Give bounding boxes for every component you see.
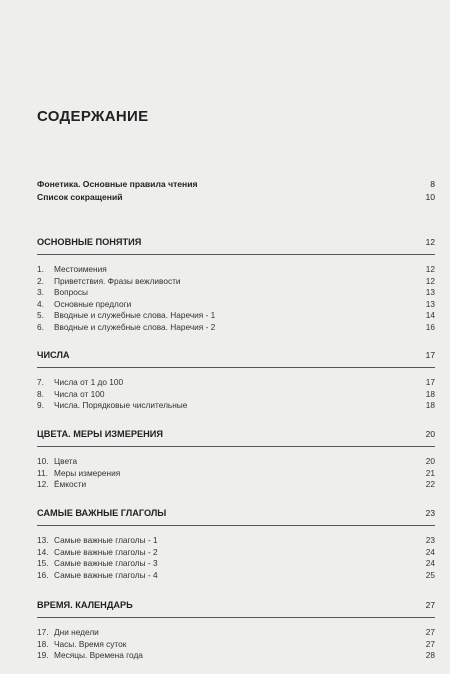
item-label: Меры измерения — [54, 467, 121, 478]
section-heading[interactable] — [37, 350, 435, 360]
item-page: 13 — [425, 298, 435, 309]
item-page: 25 — [425, 569, 435, 580]
item-number: 7. — [37, 377, 44, 387]
item-number: 11. — [37, 467, 48, 478]
item-page: 23 — [425, 535, 435, 545]
toc-item[interactable] — [37, 310, 435, 322]
toc-item[interactable] — [37, 535, 435, 547]
section-title: ВРЕМЯ. КАЛЕНДАРЬ — [37, 600, 133, 610]
item-label: Самые важные глаголы - 1 — [54, 535, 158, 545]
toc-item[interactable] — [37, 639, 435, 651]
intro-item-page: 8 — [430, 179, 435, 189]
section-divider — [37, 254, 435, 255]
item-label: Вводные и служебные слова. Наречия - 1 — [54, 310, 216, 321]
item-page: 16 — [425, 321, 435, 332]
item-label: Цвета — [54, 456, 78, 466]
section-heading[interactable] — [37, 429, 435, 439]
item-page: 18 — [425, 388, 435, 399]
toc-item[interactable] — [37, 479, 435, 491]
toc-item[interactable] — [37, 558, 435, 570]
section-divider — [37, 525, 435, 526]
intro-item-label: Фонетика. Основные правила чтения — [37, 179, 198, 189]
item-page: 18 — [425, 400, 435, 411]
item-number: 19. — [37, 650, 49, 661]
item-number: 6. — [37, 321, 44, 332]
toc-section — [37, 429, 435, 491]
item-label: Вводные и служебные слова. Наречия - 2 — [54, 321, 216, 332]
item-label: Числа. Порядковые числительные — [54, 400, 188, 411]
section-page: 20 — [425, 429, 435, 439]
item-number: 10. — [37, 456, 49, 466]
section-heading[interactable] — [37, 600, 435, 610]
section-page: 17 — [425, 350, 435, 360]
item-page: 24 — [425, 558, 435, 569]
item-page: 13 — [425, 287, 435, 298]
intro-item-page: 10 — [425, 192, 435, 202]
item-number: 18. — [37, 638, 49, 649]
section-heading[interactable] — [37, 237, 435, 247]
toc-item[interactable] — [37, 570, 435, 582]
toc-section — [37, 600, 435, 662]
item-number: 16. — [37, 569, 49, 580]
item-number: 2. — [37, 275, 44, 286]
intro-item[interactable] — [37, 192, 435, 205]
section-divider — [37, 617, 435, 618]
item-number: 5. — [37, 310, 44, 321]
toc-item[interactable] — [37, 322, 435, 334]
item-page: 22 — [425, 479, 435, 490]
item-label: Числа от 1 до 100 — [54, 377, 124, 387]
item-label: Числа от 100 — [54, 388, 105, 399]
toc-item[interactable] — [37, 287, 435, 299]
section-title: ОСНОВНЫЕ ПОНЯТИЯ — [37, 237, 142, 247]
toc-section — [37, 508, 435, 581]
toc-item[interactable] — [37, 400, 435, 412]
section-page: 12 — [425, 237, 435, 247]
toc-item[interactable] — [37, 456, 435, 468]
toc-section — [37, 350, 435, 412]
toc-section — [37, 237, 435, 334]
item-number: 1. — [37, 264, 44, 274]
item-label: Местоимения — [54, 264, 107, 274]
item-page: 17 — [425, 377, 435, 387]
section-divider — [37, 367, 435, 368]
toc-item[interactable] — [37, 650, 435, 662]
item-label: Месяцы. Времена года — [54, 650, 143, 661]
section-page: 27 — [425, 600, 435, 610]
item-number: 13. — [37, 535, 49, 545]
item-label: Дни недели — [54, 627, 99, 637]
item-number: 8. — [37, 388, 44, 399]
section-heading[interactable] — [37, 508, 435, 518]
item-label: Самые важные глаголы - 2 — [54, 546, 158, 557]
item-label: Основные предлоги — [54, 298, 132, 309]
item-number: 12. — [37, 479, 49, 490]
item-page: 27 — [425, 627, 435, 637]
intro-item[interactable] — [37, 179, 435, 192]
toc-item[interactable] — [37, 276, 435, 288]
item-page: 12 — [425, 275, 435, 286]
intro-list — [37, 179, 435, 205]
item-label: Самые важные глаголы - 4 — [54, 569, 158, 580]
item-label: Вопросы — [54, 287, 88, 298]
item-page: 14 — [425, 310, 435, 321]
section-title: САМЫЕ ВАЖНЫЕ ГЛАГОЛЫ — [37, 508, 167, 518]
toc-item[interactable] — [37, 264, 435, 276]
item-number: 14. — [37, 546, 49, 557]
section-title: ЧИСЛА — [37, 350, 70, 360]
intro-item-label: Список сокращений — [37, 192, 123, 202]
item-label: Часы. Время суток — [54, 638, 127, 649]
item-number: 3. — [37, 287, 44, 298]
toc-item[interactable] — [37, 547, 435, 559]
item-number: 4. — [37, 298, 44, 309]
item-page: 21 — [425, 467, 435, 478]
section-divider — [37, 446, 435, 447]
section-page: 23 — [425, 508, 435, 518]
section-title: ЦВЕТА. МЕРЫ ИЗМЕРЕНИЯ — [37, 429, 163, 439]
item-label: Ёмкости — [54, 479, 87, 490]
item-page: 12 — [425, 264, 435, 274]
item-page: 28 — [425, 650, 435, 661]
item-number: 17. — [37, 627, 49, 637]
item-page: 24 — [425, 546, 435, 557]
item-number: 15. — [37, 558, 49, 569]
item-page: 27 — [425, 638, 435, 649]
item-page: 20 — [425, 456, 435, 466]
toc-item[interactable] — [37, 299, 435, 311]
item-label: Приветствия. Фразы вежливости — [54, 275, 181, 286]
toc-item[interactable] — [37, 468, 435, 480]
page-title: СОДЕРЖАНИЕ — [37, 108, 149, 125]
item-label: Самые важные глаголы - 3 — [54, 558, 158, 569]
item-number: 9. — [37, 400, 44, 411]
toc-item[interactable] — [37, 389, 435, 401]
toc-item[interactable] — [37, 627, 435, 639]
toc-item[interactable] — [37, 377, 435, 389]
